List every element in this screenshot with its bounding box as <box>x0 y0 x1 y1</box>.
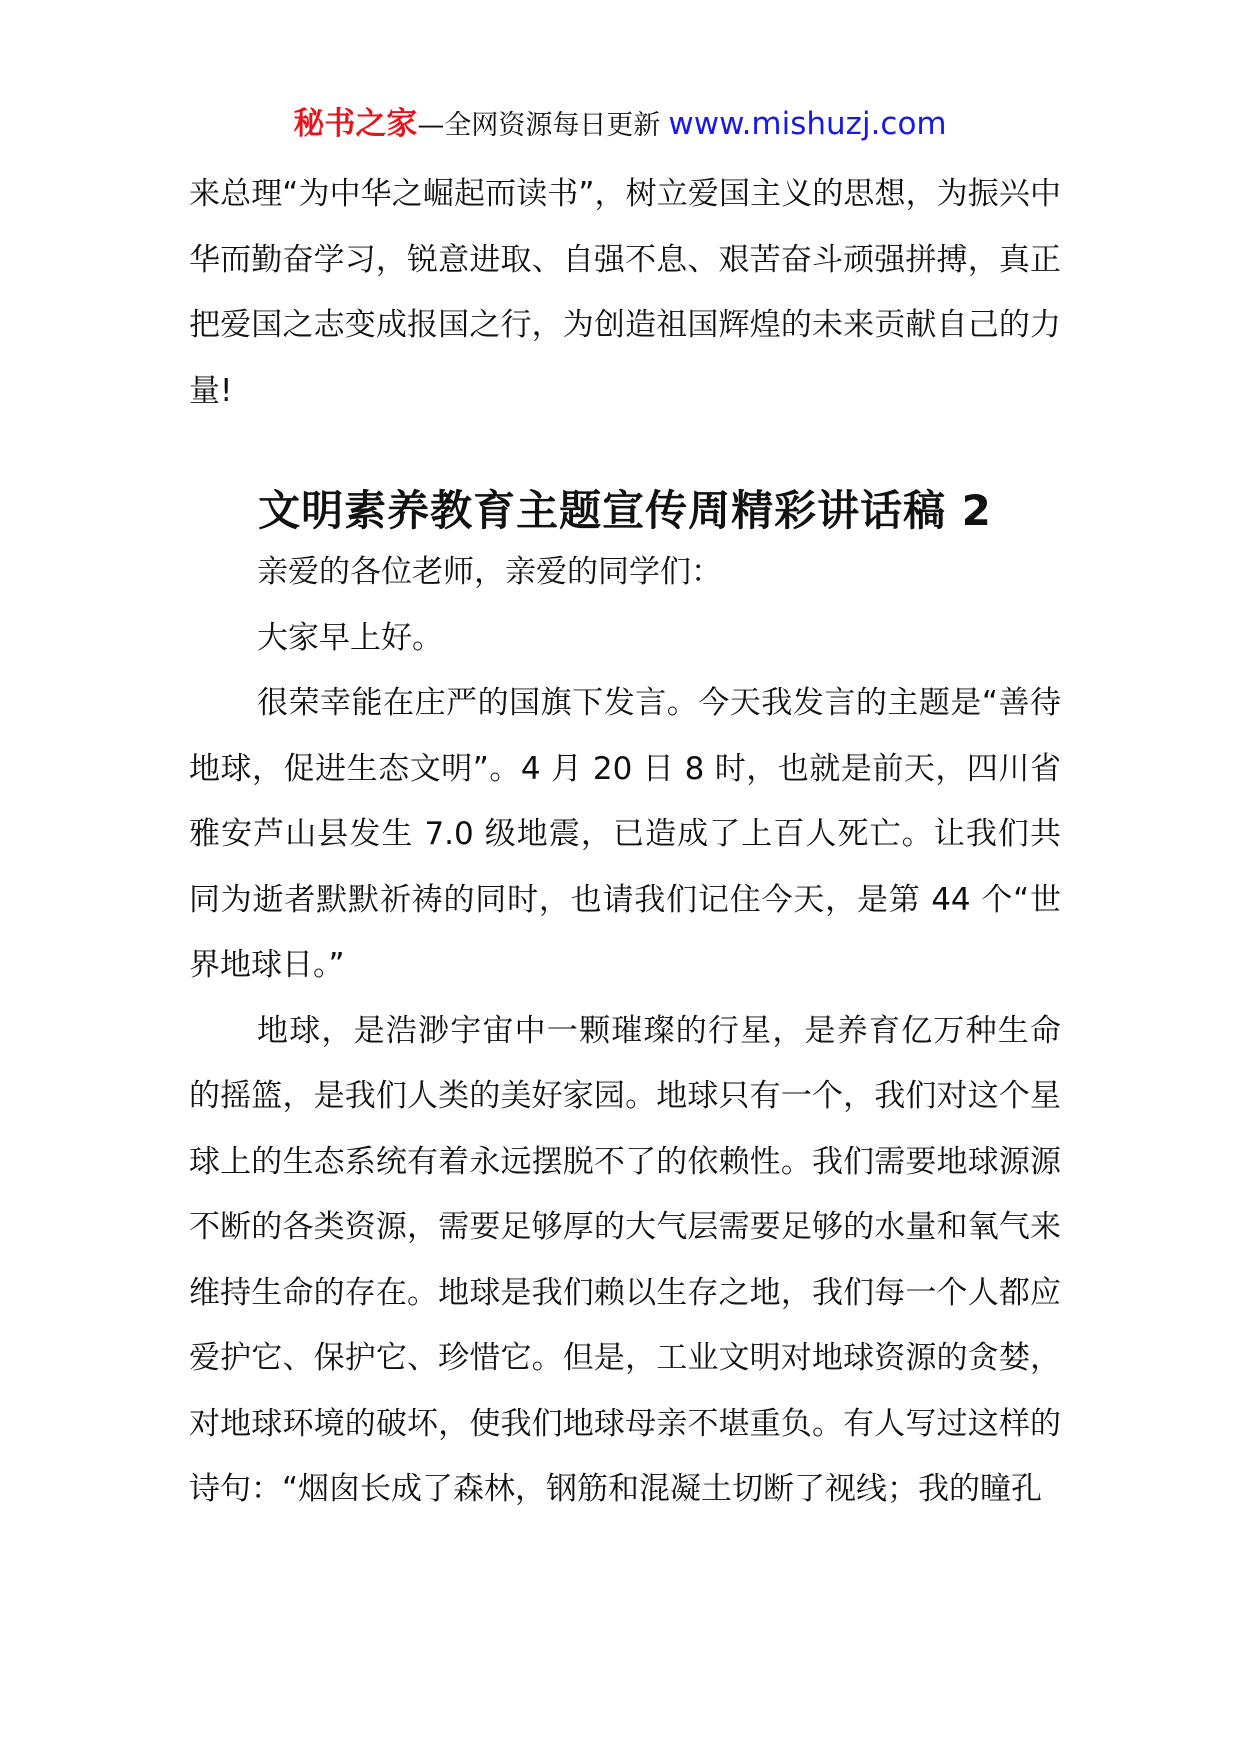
brand-name: 秘书之家 <box>293 106 418 142</box>
greeting-paragraph: 大家早上好。 <box>257 619 443 656</box>
body-paragraph: 很荣幸能在庄严的国旗下发言。今天我发言的主题是“善待地球，促进生态文明”。4 月 20 日 8 时，也就是前天，四川省雅安芦山县发生 7.0 级地震，已造成了上百人死亡。让我们共同为逝者默默祈祷的同时，也请我们记住今天，是第 44 个“世界地球日。” <box>189 685 1061 983</box>
document-title: 文明素养教育主题宣传周精彩讲话稿 2 <box>258 486 992 535</box>
body-paragraph: 地球，是浩渺宇宙中一颗璀璨的行星，是养育亿万种生命的摇篮，是我们人类的美好家园。地球只有一个，我们对这个星球上的生态系统有着永远摆脱不了的依赖性。我们需要地球源源不断的各类资源，需要足够厚的大气层需要足够的水量和氧气来维持生命的存在。地球是我们赖以生存之地，我们每一个人都应爱护它、保护它、珍惜它。但是，工业文明对地球资源的贪婪，对地球环境的破坏，使我们地球母亲不堪重负。有人写过这样的诗句：“烟囱长成了森林，钢筋和混凝土切断了视线；我的瞳孔 <box>189 1012 1061 1507</box>
continuation-paragraph: 来总理“为中华之崛起而读书”，树立爱国主义的思想，为振兴中华而勤奋学习，锐意进取、自强不息、艰苦奋斗顽强拼搏，真正把爱国之志变成报国之行，为创造祖国辉煌的未来贡献自己的力量! <box>189 176 1061 409</box>
document-body <box>189 162 1061 1523</box>
header-tagline: —全网资源每日更新 <box>417 110 661 141</box>
salutation-paragraph: 亲爱的各位老师，亲爱的同学们： <box>257 554 722 590</box>
site-header <box>0 104 1240 146</box>
site-url-link[interactable]: www.mishuzj.com <box>668 106 947 142</box>
